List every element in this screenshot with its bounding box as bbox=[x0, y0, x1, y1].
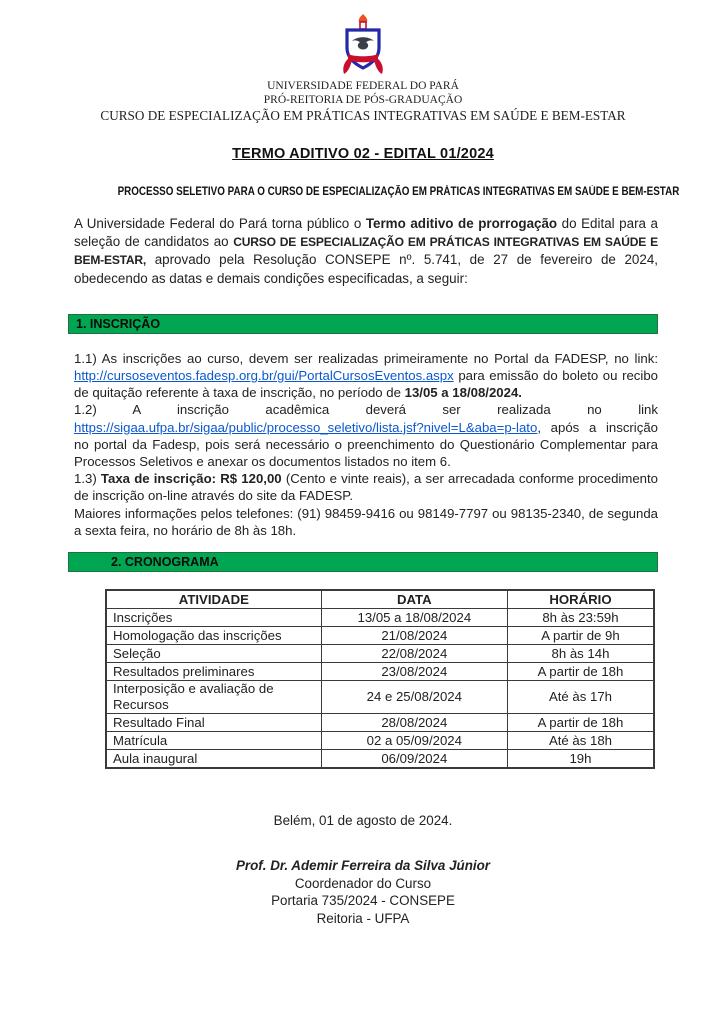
signature-block bbox=[68, 857, 658, 927]
document-subtitle-text: PROCESSO SELETIVO PARA O CURSO DE ESPECIALIZAÇÃO EM PRÁTICAS INTEGRATIVAS EM SAÚDE E BEM-ESTAR bbox=[117, 185, 680, 198]
column-header-atividade: ATIVIDADE bbox=[106, 590, 321, 609]
table-row bbox=[106, 645, 654, 663]
text-run: 13/05 a 18/08/2024. bbox=[404, 385, 522, 401]
torch-icon bbox=[360, 22, 366, 29]
fadesp-portal-link[interactable]: http://cursoseventos.fadesp.org.br/gui/PortalCursosEventos.aspx bbox=[74, 368, 454, 384]
table-row bbox=[106, 732, 654, 750]
table-cell: A partir de 18h bbox=[507, 663, 654, 681]
text-run: Termo aditivo de prorrogação bbox=[365, 216, 558, 231]
table-row bbox=[106, 714, 654, 732]
table-cell: 13/05 a 18/08/2024 bbox=[321, 609, 507, 627]
table-header-row bbox=[106, 590, 654, 609]
document-title: TERMO ADITIVO 02 - EDITAL 01/2024 bbox=[232, 146, 494, 162]
text-run: CURSO DE ESPECIALIZAÇÃO EM PRÁTICAS INTEGRATIVAS EM SAÚDE E BEM-ESTAR, bbox=[74, 235, 658, 268]
signer-role: Coordenador do Curso bbox=[294, 875, 432, 891]
ufpa-coat-of-arms-logo bbox=[340, 14, 386, 78]
table-cell: Resultado Final bbox=[106, 714, 321, 732]
eagle-body bbox=[358, 42, 368, 50]
item-1-1 bbox=[74, 350, 658, 402]
section-heading-inscricao: 1. INSCRIÇÃO bbox=[68, 314, 658, 334]
table-cell: 22/08/2024 bbox=[321, 645, 507, 663]
table-row bbox=[106, 627, 654, 645]
column-header-data: DATA bbox=[321, 590, 507, 609]
document-header bbox=[68, 0, 658, 123]
table-cell: 28/08/2024 bbox=[321, 714, 507, 732]
table-row bbox=[106, 681, 654, 714]
text-run: (Cento e vinte reais), a ser arrecadada conforme procedimento de inscrição on-line através do site da FADESP. bbox=[74, 471, 658, 504]
column-header-horario: HORÁRIO bbox=[507, 590, 654, 609]
intro-paragraph bbox=[74, 215, 658, 288]
sigaa-link[interactable]: https://sigaa.ufpa.br/sigaa/public/processo_seletivo/lista.jsf?nivel=L&aba=p-lato bbox=[74, 419, 538, 435]
table-row bbox=[106, 609, 654, 627]
text-run: Taxa de inscrição: R$ 120,00 bbox=[100, 471, 282, 487]
table-cell: A partir de 9h bbox=[507, 627, 654, 645]
table-cell: Resultados preliminares bbox=[106, 663, 321, 681]
org-line-prorectory: PRÓ-REITORIA DE PÓS-GRADUAÇÃO bbox=[263, 93, 463, 106]
org-line-university: UNIVERSIDADE FEDERAL DO PARÁ bbox=[267, 80, 459, 92]
text-run: aprovado pela Resolução CONSEPE nº. 5.741, de 27 de fevereiro de 2024, obedecendo as datas e demais condições especificadas, a seguir: bbox=[74, 252, 658, 286]
item-1-2 bbox=[74, 401, 658, 470]
text-run: Maiores informações pelos telefones: (91) 98459-9416 ou 98149-7797 ou 98135-2340, de segunda a sexta feira, no horário de 8h às 18h. bbox=[74, 505, 658, 538]
table-cell: 02 a 05/09/2024 bbox=[321, 732, 507, 750]
table-cell: 06/09/2024 bbox=[321, 750, 507, 769]
signer-name: Prof. Dr. Ademir Ferreira da Silva Júnior bbox=[235, 858, 490, 874]
table-cell: Inscrições bbox=[106, 609, 321, 627]
text-run: A Universidade Federal do Pará torna público o bbox=[74, 216, 366, 231]
table-row bbox=[106, 750, 654, 769]
table-cell: Até às 18h bbox=[507, 732, 654, 750]
text-run: do Edital para a seleção de candidatos ao bbox=[74, 216, 658, 250]
table-cell: 19h bbox=[507, 750, 654, 769]
table-cell: Interposição e avaliação de Recursos bbox=[106, 681, 321, 714]
table-cell: Matrícula bbox=[106, 732, 321, 750]
table-cell: 21/08/2024 bbox=[321, 627, 507, 645]
document-content bbox=[68, 0, 680, 927]
section-heading-cronograma: 2. CRONOGRAMA bbox=[68, 552, 658, 572]
document-subtitle bbox=[68, 182, 680, 200]
table-cell: 8h às 14h bbox=[507, 645, 654, 663]
text-run: , após a inscrição no portal da Fadesp, pois será necessário o preenchimento do Questionário Complementar para Processos Seletivos e anexar os documentos listados no item 6. bbox=[74, 419, 658, 470]
org-line-course: CURSO DE ESPECIALIZAÇÃO EM PRÁTICAS INTEGRATIVAS EM SAÚDE E BEM-ESTAR bbox=[100, 108, 626, 123]
contact-info bbox=[74, 505, 658, 539]
table-cell: Homologação das inscrições bbox=[106, 627, 321, 645]
signer-ordinance: Portaria 735/2024 - CONSEPE bbox=[271, 893, 455, 909]
table-cell: Seleção bbox=[106, 645, 321, 663]
ribbon-tail-left bbox=[343, 58, 351, 74]
table-cell: 23/08/2024 bbox=[321, 663, 507, 681]
schedule-table bbox=[105, 589, 655, 769]
text-run: 1.2) A inscrição acadêmica deverá ser realizada no link bbox=[74, 402, 658, 418]
text-run: para emissão do boleto ou recibo de quitação referente à taxa de inscrição, no período de bbox=[74, 368, 658, 401]
table-cell: 8h às 23:59h bbox=[507, 609, 654, 627]
table-cell: Aula inaugural bbox=[106, 750, 321, 769]
place-date: Belém, 01 de agosto de 2024. bbox=[273, 813, 453, 829]
table-cell: Até às 17h bbox=[507, 681, 654, 714]
inscription-items bbox=[74, 350, 658, 539]
ribbon-tail-right bbox=[375, 58, 383, 74]
signer-unit: Reitoria - UFPA bbox=[316, 910, 410, 926]
text-run: 1.3) bbox=[74, 471, 101, 487]
table-row bbox=[106, 663, 654, 681]
text-run: 1.1) As inscrições ao curso, devem ser realizadas primeiramente no Portal da FADESP, no link: bbox=[74, 350, 658, 366]
item-1-3 bbox=[74, 470, 658, 504]
table-cell: A partir de 18h bbox=[507, 714, 654, 732]
table-cell: 24 e 25/08/2024 bbox=[321, 681, 507, 714]
